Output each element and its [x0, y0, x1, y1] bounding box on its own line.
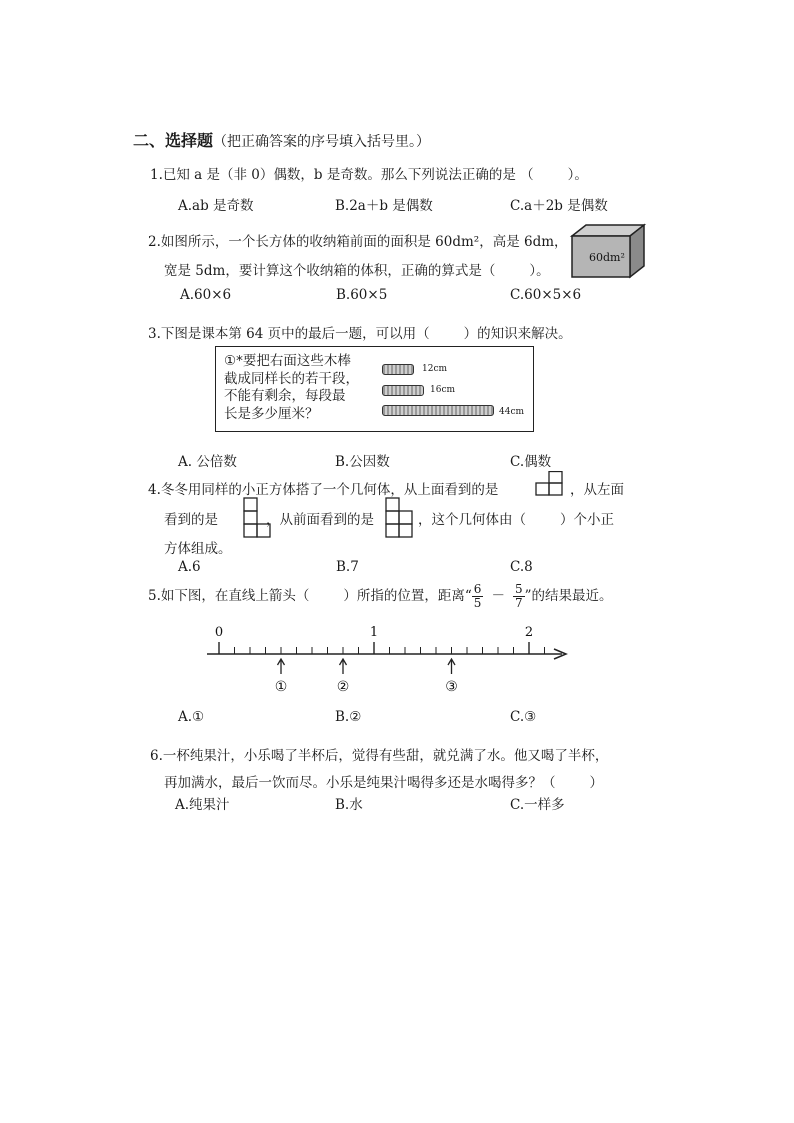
q2-option-a: A.60×6	[180, 287, 232, 303]
question-4-line-1	[148, 478, 498, 498]
q4-option-c: C.8	[510, 559, 533, 575]
question-5-text-3: ”的结果最近。	[524, 588, 613, 604]
number-line-arrows	[275, 659, 458, 695]
rod-44cm	[382, 405, 494, 416]
question-5-text-1: 5.如下图，在直线上箭头（	[148, 588, 310, 604]
question-4-line-3: 方体组成。	[164, 541, 232, 557]
top-view-figure	[535, 471, 565, 497]
question-4-text-2a: 看到的是	[164, 512, 218, 528]
q6-option-b: B.水	[335, 797, 363, 813]
question-6-line-1: 6.一杯纯果汁，小乐喝了半杯后，觉得有些甜，就兑满了水。他又喝了半杯，	[150, 748, 609, 764]
question-4-text-2b: ，从前面看到的是	[266, 512, 374, 528]
question-6-text-end: ）	[589, 775, 603, 791]
question-4-text-2c-b: ）个小正	[560, 512, 614, 528]
question-1-text-end: ）。	[567, 167, 588, 183]
fraction-six-fifths	[472, 583, 484, 610]
section-instruction: （把正确答案的序号填入括号里。）	[213, 134, 431, 150]
frac1-num: 6	[473, 582, 482, 596]
question-2-text-end: ）。	[529, 263, 550, 279]
q5-option-a: A.①	[178, 709, 205, 725]
excerpt-line-3: 不能有剩余，每段最	[224, 388, 346, 404]
question-5-text-2: ）所指的位置，距离“	[343, 588, 472, 604]
rod-16cm	[382, 385, 424, 396]
question-3-text-end: ）的知识来解决。	[463, 326, 572, 342]
question-3	[148, 322, 572, 342]
q2-option-b: B.60×5	[336, 287, 388, 303]
textbook-excerpt-box	[215, 346, 534, 432]
cuboid-box-figure	[568, 222, 648, 282]
frac1-den: 5	[473, 596, 482, 610]
q3-option-b: B.公因数	[335, 454, 390, 470]
number-line-arrow-label-1: ①	[274, 679, 288, 695]
number-line-tick-label: 2	[524, 625, 534, 640]
front-view-figure	[385, 497, 415, 541]
fraction-five-sevenths	[513, 583, 525, 610]
question-4-text-2c-a: ，这个几何体由（	[418, 512, 526, 528]
rod-12cm-label: 12cm	[422, 364, 448, 374]
question-1-text: 1.已知 a 是（非 0）偶数，b 是奇数。那么下列说法正确的是 （	[150, 167, 534, 183]
q1-option-c: C.a＋2b 是偶数	[510, 198, 608, 214]
question-1	[150, 163, 588, 183]
question-2-text: 宽是 5dm，要计算这个收纳箱的体积，正确的算式是（	[164, 263, 496, 279]
q5-option-b: B.②	[335, 709, 362, 725]
q3-option-a: A. 公倍数	[178, 454, 237, 470]
number-line-ticks	[207, 625, 566, 659]
minus-sign: －	[491, 588, 505, 604]
question-4-text-1: 4.冬冬用同样的小正方体搭了一个几何体，从上面看到的是	[148, 482, 499, 498]
question-4-text-2c	[418, 508, 614, 528]
excerpt-line-1: ①*要把右面这些木棒	[224, 353, 351, 369]
excerpt-line-2: 截成同样长的若干段，	[224, 370, 359, 387]
question-6-line-2	[164, 771, 603, 791]
q3-option-c: C.偶数	[510, 454, 552, 470]
frac2-num: 5	[514, 582, 523, 596]
question-2-line-1: 2.如图所示，一个长方体的收纳箱前面的面积是 60dm²，高是 6dm，	[148, 234, 568, 250]
section-title: 二、选择题	[133, 131, 214, 150]
number-line-tick-label: 1	[369, 625, 379, 640]
rod-44cm-label: 44cm	[499, 407, 525, 417]
rod-16cm-label: 16cm	[430, 385, 456, 395]
q4-option-b: B.7	[336, 559, 359, 575]
q6-option-a: A.纯果汁	[175, 797, 230, 813]
question-3-text: 3.下图是课本第 64 页中的最后一题，可以用（	[148, 326, 430, 342]
number-line-arrow-label-3: ③	[445, 679, 458, 695]
q2-option-c: C.60×5×6	[510, 287, 582, 303]
cuboid-area-label: 60dm²	[589, 251, 625, 264]
number-line-arrow-label-2: ②	[336, 679, 350, 695]
q1-option-b: B.2a＋b 是偶数	[335, 198, 433, 214]
q4-option-a: A.6	[178, 559, 201, 575]
excerpt-line-4: 长是多少厘米？	[224, 405, 319, 422]
rod-12cm	[382, 364, 414, 375]
q6-option-c: C.一样多	[510, 797, 565, 813]
number-line	[200, 618, 580, 698]
question-2-line-2	[164, 259, 550, 279]
q1-option-a: A.ab 是奇数	[178, 198, 254, 214]
q5-option-c: C.③	[510, 709, 537, 725]
section-header	[133, 128, 430, 151]
question-6-text: 再加满水，最后一饮而尽。小乐是纯果汁喝得多还是水喝得多？（	[164, 775, 556, 791]
question-5	[148, 583, 612, 613]
number-line-tick-label: 0	[214, 625, 224, 640]
question-4-text-1b: ，从左面	[570, 482, 624, 498]
frac2-den: 7	[514, 596, 523, 610]
